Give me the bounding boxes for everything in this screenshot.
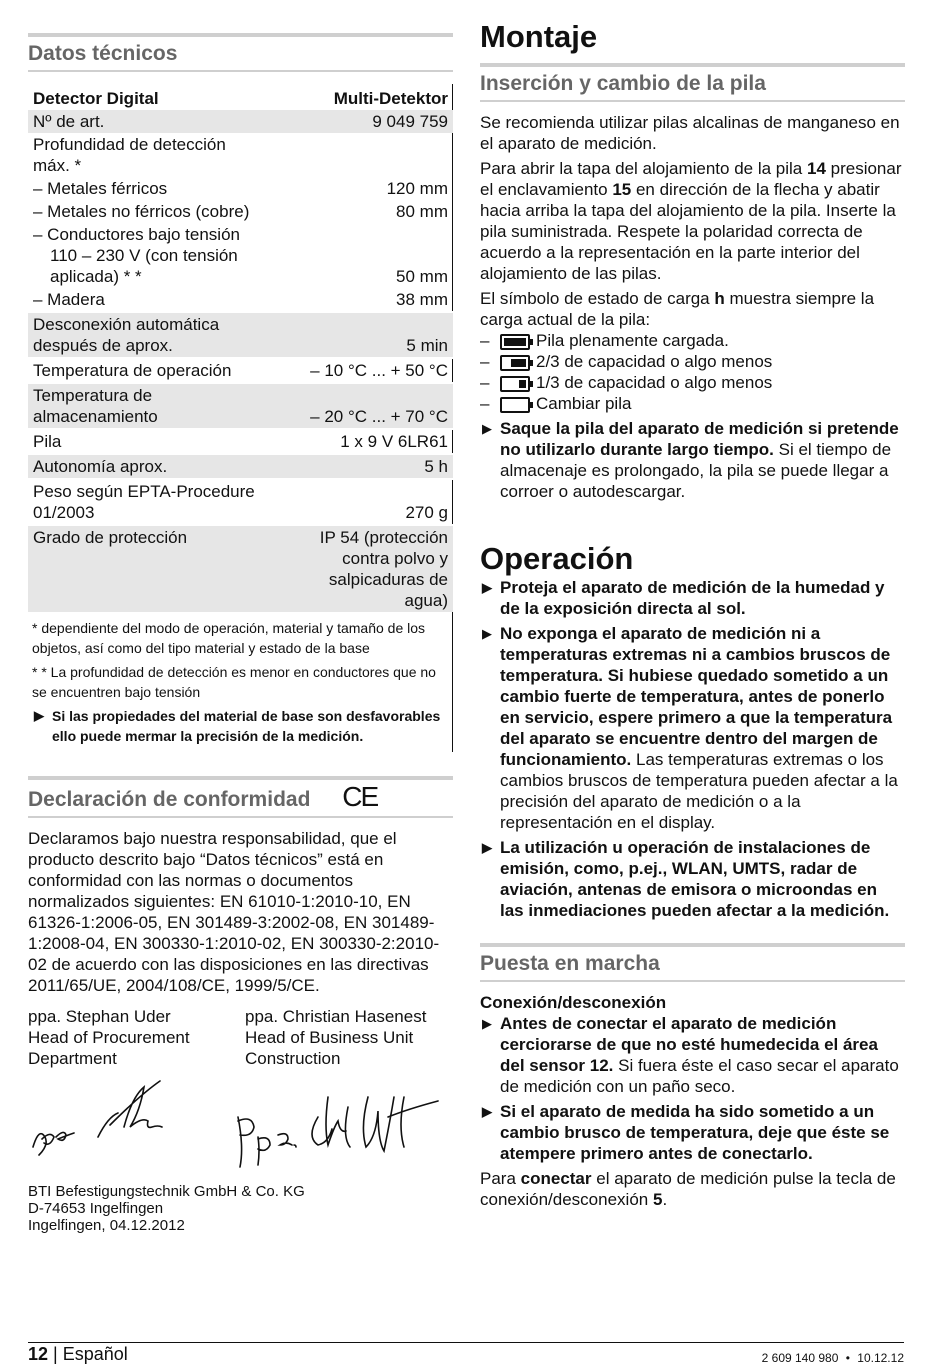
spec-label: – Metales férricos — [33, 179, 168, 198]
p2-c: presionar el enclavamiento — [480, 159, 902, 199]
spec-value: 5 min — [305, 312, 453, 358]
op-bullet-2 — [480, 623, 905, 833]
spec-label: – Conductores bajo tensión 110 – 230 V (con tensión aplicada) * * — [33, 225, 240, 286]
p3-b: h — [714, 289, 725, 308]
pm2-text: Si el aparato de medida ha sido sometido a un cambio brusco de temperatura, deje que éste se atempere primero antes de conectarlo. — [500, 1102, 890, 1163]
footnote-1: * dependiente del modo de operación, material y tamaño de los objetos, así como del tipo material y estado de la base — [32, 620, 426, 656]
op1-text: Proteja el aparato de medición de la humedad y de la exposición directa al sol. — [500, 578, 885, 618]
triangle-icon: ▶ — [482, 840, 492, 855]
pila-p3 — [480, 288, 905, 330]
spec-header-row — [28, 84, 453, 110]
footer-rule — [28, 1342, 904, 1343]
footnote-3-text: Si las propiedades del material de base son desfavorables ello puede mermar la precisión de la medición. — [52, 708, 441, 744]
pm-bullet-1 — [480, 1013, 905, 1097]
op2-normal: Las temperaturas extremas o los cambios bruscos de temperatura pueden afectar a la precisión del aparato de medición o a la representación en el display. — [500, 750, 898, 832]
battery-one-third-icon — [500, 376, 530, 392]
spec-row — [28, 110, 453, 133]
footer-left — [28, 1344, 128, 1365]
triangle-icon: ▶ — [34, 708, 44, 723]
signatories — [28, 1006, 453, 1069]
battery-empty-icon — [500, 397, 530, 413]
triangle-icon: ▶ — [482, 421, 492, 436]
p3-c: muestra siempre la carga actual de la pila: — [480, 289, 875, 329]
pm3-a: Para — [480, 1169, 521, 1188]
battery-text: Pila plenamente cargada. — [536, 331, 729, 350]
company-date: Ingelfingen, 04.12.2012 — [28, 1217, 185, 1234]
spec-label: Nº de art. — [28, 110, 305, 133]
pm3-d: 5 — [652, 1190, 663, 1209]
op-bullet-1 — [480, 577, 905, 619]
battery-item: – Cambiar pila — [480, 394, 632, 413]
spec-row — [28, 358, 453, 383]
signatory-1 — [28, 1006, 245, 1069]
footer-right — [762, 1348, 904, 1369]
left-column — [28, 0, 453, 1234]
ce-mark-icon: CE — [342, 781, 378, 812]
p2-b: 14 — [806, 159, 826, 178]
sig1-name: ppa. Stephan Uder — [28, 1007, 171, 1026]
pm3-c: el aparato de medición pulse la tecla de conexión/desconexión — [480, 1169, 896, 1209]
conexion-title: Conexión/desconexión — [480, 993, 667, 1012]
spec-label: Pila — [28, 429, 305, 454]
sig1-dept: Department — [28, 1049, 117, 1068]
p3-a: El símbolo de estado de carga — [480, 289, 715, 308]
battery-item: – 1/3 de capacidad o algo menos — [480, 373, 773, 392]
spec-label: Peso según EPTA-Procedure 01/2003 — [28, 479, 305, 525]
spec-row — [28, 177, 453, 200]
spec-value: 38 mm — [396, 290, 448, 309]
operacion-title: Operación — [480, 541, 634, 576]
op2-bold: No exponga el aparato de medición ni a temperaturas extremas ni a cambios bruscos de temperatura. Si hubiese quedado sometido a un cambio fuerte de temperatura, antes de ponerlo en servicio, espere primero a que la temperatura del aparato se encuentre dentro del margen de funcionamiento. — [500, 624, 893, 769]
spec-row — [28, 479, 453, 525]
puesta-title: Puesta en marcha — [480, 943, 905, 982]
footnote-2: * * La profundidad de detección es menor en conductores que no se encuentren bajo tensión — [32, 664, 436, 700]
pm-p3 — [480, 1168, 905, 1210]
battery-text: 1/3 de capacidad o algo menos — [536, 373, 773, 392]
spec-label: Temperatura de operación — [28, 358, 305, 383]
spec-row — [28, 312, 453, 358]
triangle-icon: ▶ — [482, 580, 492, 595]
spec-label: Desconexión automática después de aprox. — [28, 312, 305, 358]
spec-label: – Metales no férricos (cobre) — [33, 202, 250, 221]
spec-value — [305, 133, 453, 177]
spec-label: Grado de protección — [28, 525, 305, 612]
spec-value: – 10 °C ... + 50 °C — [305, 358, 453, 383]
battery-two-thirds-icon — [500, 355, 530, 371]
conformity-title-text: Declaración de conformidad — [28, 788, 311, 811]
spec-value: 5 h — [305, 454, 453, 479]
pm3-e: . — [662, 1190, 668, 1209]
triangle-icon: ▶ — [482, 626, 492, 641]
op-bullet-3 — [480, 837, 905, 921]
pila-title: Inserción y cambio de la pila — [480, 63, 905, 102]
company-address: D-74653 Ingelfingen — [28, 1200, 164, 1217]
company-block — [28, 1183, 453, 1234]
footer-separator: | — [53, 1344, 58, 1364]
pm1-bold: Antes de conectar el aparato de medición cerciorarse de que no esté humedecida el área del sensor 12. — [500, 1014, 878, 1075]
spec-label: Autonomía aprox. — [28, 454, 305, 479]
footer-code: 2 609 140 980 — [761, 1351, 839, 1365]
spec-label: Temperatura de almacenamiento — [28, 383, 305, 429]
spec-row — [28, 133, 453, 177]
conformity-section — [28, 776, 453, 1234]
battery-text: 2/3 de capacidad o algo menos — [536, 352, 773, 371]
spec-row — [28, 288, 453, 312]
tech-data-title: Datos técnicos — [28, 33, 453, 72]
p2-d: 15 — [612, 180, 632, 199]
bullet-bold: Saque la pila del aparato de medición si pretende no utilizarlo durante largo tiempo. — [500, 419, 899, 459]
spec-label: – Madera — [33, 290, 105, 309]
footnote-3 — [32, 706, 448, 746]
company-name: BTI Befestigungstechnik GmbH & Co. KG — [28, 1183, 305, 1200]
spec-value: 1 x 9 V 6LR61 — [305, 429, 453, 454]
triangle-icon: ▶ — [482, 1016, 492, 1031]
pila-bullet — [480, 418, 905, 502]
spec-row — [28, 383, 453, 429]
sig2-name: ppa. Christian Hasenest — [245, 1007, 427, 1026]
battery-item: – 2/3 de capacidad o algo menos — [480, 352, 773, 371]
spec-header-label: Detector Digital — [33, 89, 159, 108]
sig1-role: Head of Procurement — [28, 1028, 190, 1047]
montaje-title: Montaje — [480, 19, 598, 54]
triangle-icon: ▶ — [482, 1104, 492, 1119]
battery-text: Cambiar pila — [536, 394, 632, 413]
spec-value: 50 mm — [396, 267, 448, 286]
pila-p2 — [480, 158, 905, 284]
footer-dot: • — [845, 1351, 850, 1365]
spec-value: – 20 °C ... + 70 °C — [305, 383, 453, 429]
pm-bullet-2 — [480, 1101, 905, 1164]
signatures-image — [28, 1077, 453, 1177]
bullet-normal: Si el tiempo de almacenaje es prolongado, la pila se puede llegar a corroer o autodescargar. — [500, 440, 892, 501]
spec-row — [28, 200, 453, 223]
battery-item: – Pila plenamente cargada. — [480, 331, 729, 350]
footer-date: 10.12.12 — [857, 1351, 904, 1365]
spec-row — [28, 223, 453, 288]
battery-full-icon — [500, 334, 530, 350]
spec-table — [28, 84, 453, 612]
spec-row — [28, 454, 453, 479]
signatory-2 — [245, 1006, 426, 1069]
op3-text: La utilización u operación de instalaciones de emisión, como, p.ej., WLAN, UMTS, radar de aviación, antenas de emisora o microondas en las inmediaciones pueden afectar a la medición. — [500, 838, 890, 920]
spec-value: 120 mm — [386, 179, 448, 198]
spec-row — [28, 525, 453, 612]
pm3-b: conectar — [520, 1169, 592, 1188]
pila-p1: Se recomienda utilizar pilas alcalinas de manganeso en el aparato de medición. — [480, 113, 900, 153]
spec-value: IP 54 (protección contra polvo y salpicaduras de agua) — [305, 525, 453, 612]
p2-a: Para abrir la tapa del alojamiento de la pila — [480, 159, 807, 178]
conformity-title — [28, 776, 453, 818]
spec-header-value: Multi-Detektor — [333, 89, 448, 108]
spec-row — [28, 429, 453, 454]
right-column — [480, 0, 905, 1210]
spec-value: 80 mm — [396, 202, 448, 221]
pm1-normal: Si fuera éste el caso secar el aparato de medición con un paño seco. — [500, 1056, 899, 1096]
spec-value: 9 049 759 — [305, 110, 453, 133]
p2-e: en dirección de la flecha y abatir hacia arriba la tapa del alojamiento de la pila. Inserte la pila suministrada. Respete la polaridad correcta de acuerdo a la representación en la parte interior del alojamiento de las pilas. — [480, 180, 896, 283]
conformity-text: Declaramos bajo nuestra responsabilidad, que el producto descrito bajo “Datos técnicos” está en conformidad con las normas o documentos normalizados siguientes: EN 61010-1:2010-10, EN 61326-1:2006-05, EN 301489-3:2002-08, EN 301489-1:2008-04, EN 300330-1:2010-02, EN 300330-2:2010-02 de acuerdo con las disposiciones en las directivas 2011/65/UE, 2004/108/CE, 1999/5/CE. — [28, 829, 440, 995]
spec-label: Profundidad de detección máx. * — [33, 135, 226, 175]
spec-value: 270 g — [305, 479, 453, 525]
sig2-dept: Construction — [245, 1049, 341, 1068]
sig2-role: Head of Business Unit — [245, 1028, 414, 1047]
spec-table-wrap — [28, 84, 453, 752]
footer-language: Español — [62, 1344, 128, 1364]
page-number: 12 — [28, 1344, 49, 1364]
